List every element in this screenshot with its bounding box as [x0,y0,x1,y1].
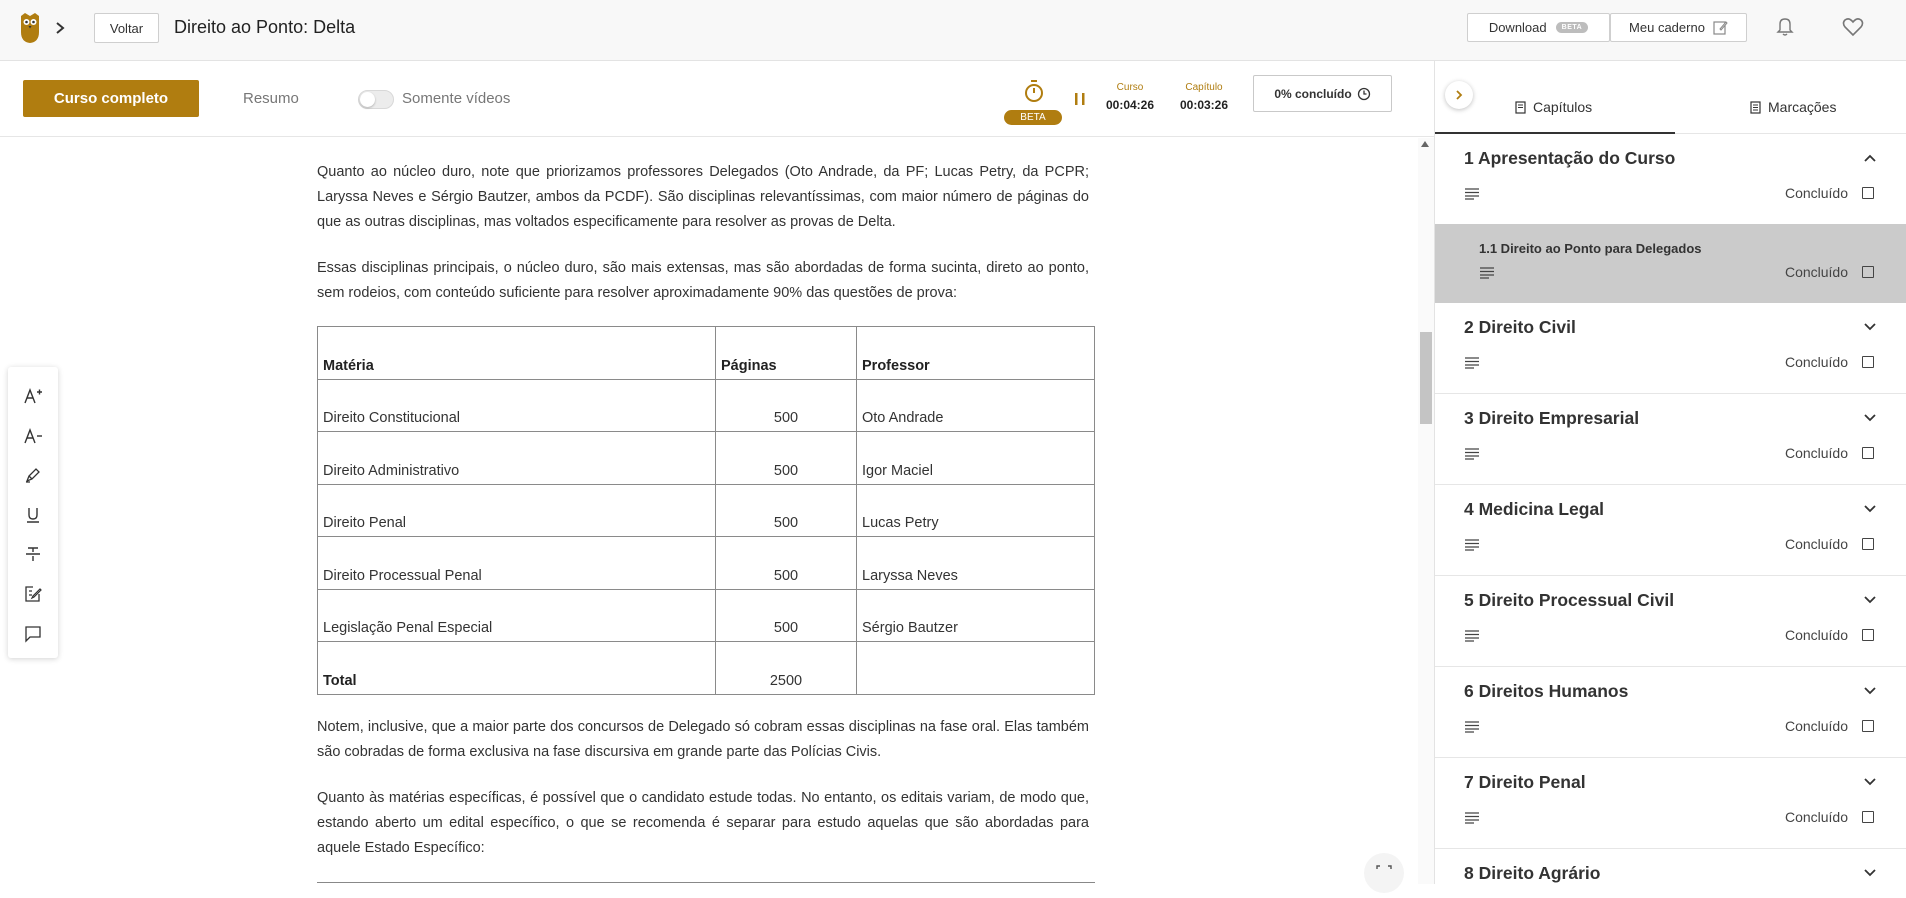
chevron-down-icon[interactable] [1863,595,1877,605]
done-label: Concluído [1784,809,1848,825]
download-button[interactable] [1467,13,1610,42]
done-checkbox[interactable] [1862,629,1874,641]
chapter-timer-value: 00:03:26 [1179,98,1229,112]
table-cell: 500 [716,379,857,432]
paragraph: Notem, inclusive, que a maior parte dos concursos de Delegado só cobram essas disciplinas na fase oral. Elas também são cobradas de forma exclusiva na fase discursiva em grande parte das Polícias Civis. [317,719,1089,760]
chapter-title: 1 Apresentação do Curso [1464,148,1676,168]
full-course-button[interactable]: Curso completo [23,80,199,117]
chevron-down-icon[interactable] [1863,413,1877,423]
table-header-cell: Matéria [318,327,716,380]
table-cell: Sérgio Bautzer [857,589,1095,642]
progress-label: 0% concluído [1274,86,1352,101]
underline-icon[interactable] [22,504,44,526]
notebook-button[interactable] [1610,13,1747,42]
fullscreen-button[interactable] [1364,853,1404,893]
stopwatch-icon[interactable] [1022,79,1046,103]
summary-tab[interactable]: Resumo [243,90,299,107]
chapter-item[interactable] [1435,303,1906,394]
expand-icon [1364,853,1404,893]
table-row [318,432,1095,485]
chapter-title: 2 Direito Civil [1464,317,1576,337]
chapter-timer [1174,82,1234,112]
chapter-item[interactable] [1435,667,1906,758]
tab-bookmarks-label: Marcações [1768,99,1837,115]
collapse-panel-button[interactable] [1445,81,1473,109]
reading-content[interactable] [0,138,1418,884]
strikethrough-icon[interactable] [22,543,44,565]
chapter-title: 4 Medicina Legal [1464,499,1605,519]
timer-beta-badge: BETA [1004,110,1062,125]
chevron-up-icon[interactable] [1863,153,1877,163]
tab-chapters-label: Capítulos [1533,99,1593,115]
table-top-border [317,882,1095,883]
chapter-title: 3 Direito Empresarial [1464,408,1640,428]
table-cell: Direito Processual Penal [318,537,716,590]
text-lines-icon [1465,721,1479,733]
text-lines-icon [1480,267,1494,279]
edit-icon [1713,20,1728,35]
done-checkbox[interactable] [1862,811,1874,823]
chapter-item[interactable] [1435,758,1906,849]
bookmark-list-icon [1750,101,1761,114]
text-lines-icon [1465,539,1479,551]
done-label: Concluído [1784,264,1848,280]
subchapter-title: 1.1 Direito ao Ponto para Delegados [1479,241,1702,256]
text-lines-icon [1465,357,1479,369]
heart-icon[interactable] [1842,17,1864,37]
chapter-item[interactable] [1435,485,1906,576]
chapter-title: 7 Direito Penal [1464,772,1586,792]
done-label: Concluído [1784,445,1848,461]
chevron-down-icon[interactable] [1863,504,1877,514]
done-checkbox[interactable] [1862,447,1874,459]
table-cell: Oto Andrade [857,379,1095,432]
highlighter-icon[interactable] [22,464,44,486]
done-label: Concluído [1784,354,1848,370]
tab-bookmarks[interactable] [1750,99,1836,115]
tab-chapters[interactable] [1515,99,1592,115]
chapter-item[interactable] [1435,134,1906,225]
videos-only-toggle[interactable] [358,90,394,109]
table-cell: Laryssa Neves [857,537,1095,590]
progress-button[interactable] [1253,75,1392,112]
table-cell: Lucas Petry [857,484,1095,537]
table-cell: 500 [716,484,857,537]
book-icon [1515,101,1526,114]
owl-logo-icon[interactable] [19,12,41,44]
pause-icon[interactable] [1074,92,1086,106]
table-row [318,484,1095,537]
beta-badge: BETA [1556,22,1589,33]
content-toolbar [0,61,1434,137]
chapter-title: 5 Direito Processual Civil [1464,590,1675,610]
clock-icon [1357,87,1371,101]
notebook-label: Meu caderno [1629,20,1705,35]
table-total-row [318,642,1095,695]
chapter-timer-label: Capítulo [1185,82,1223,93]
scroll-up-arrow[interactable] [1421,141,1429,147]
table-cell: Legislação Penal Especial [318,589,716,642]
table-cell: Direito Penal [318,484,716,537]
chapter-item[interactable] [1435,849,1906,884]
chapter-item[interactable] [1435,394,1906,485]
chevron-down-icon[interactable] [1863,686,1877,696]
table-row [318,379,1095,432]
done-checkbox[interactable] [1862,720,1874,732]
subchapter-item[interactable] [1435,224,1906,303]
table-cell: 500 [716,432,857,485]
table-cell [857,642,1095,695]
videos-only-label: Somente vídeos [402,90,511,107]
content-scrollbar[interactable] [1418,138,1434,884]
done-checkbox[interactable] [1862,266,1874,278]
table-header-cell: Professor [857,327,1095,380]
done-label: Concluído [1784,718,1848,734]
table-row [318,589,1095,642]
done-checkbox[interactable] [1862,187,1874,199]
annotation-toolbox [8,367,58,658]
text-lines-icon [1465,448,1479,460]
table-cell: Total [318,642,716,695]
done-label: Concluído [1784,627,1848,643]
course-timer-value: 00:04:26 [1105,98,1155,112]
text-lines-icon [1465,630,1479,642]
page-title: Direito ao Ponto: Delta [174,17,356,37]
table-header-row [318,327,1095,380]
table-cell: Igor Maciel [857,432,1095,485]
top-header [0,0,1906,61]
chevron-down-icon[interactable] [1863,322,1877,332]
chapter-title: 6 Direitos Humanos [1464,681,1629,701]
text-lines-icon [1465,812,1479,824]
chevron-down-icon[interactable] [1863,777,1877,787]
back-button[interactable]: Voltar [94,13,159,43]
done-label: Concluído [1784,536,1848,552]
chevron-down-icon[interactable] [1863,868,1877,878]
note-icon[interactable] [22,583,44,605]
chapters-panel [1434,61,1906,884]
chapter-item[interactable] [1435,576,1906,667]
table-cell: Direito Administrativo [318,432,716,485]
subjects-table [317,326,1095,695]
table-cell: Direito Constitucional [318,379,716,432]
done-label: Concluído [1784,185,1848,201]
table-cell: 2500 [716,642,857,695]
paragraph: Essas disciplinas principais, o núcleo duro, são mais extensas, mas são abordadas de forma sucinta, direto ao ponto, sem rodeios, com conteúdo suficiente para resolver aproximadamente 90% das questões de prova: [317,260,1089,301]
chevron-right-icon [1454,89,1464,101]
table-cell: 500 [716,589,857,642]
bell-icon[interactable] [1776,15,1794,37]
chapter-title: 8 Direito Agrário [1464,863,1601,883]
text-lines-icon [1465,188,1479,200]
course-timer-label: Curso [1116,82,1144,93]
download-label: Download [1488,20,1547,35]
table-row [318,537,1095,590]
done-checkbox[interactable] [1862,356,1874,368]
comment-icon[interactable] [22,623,44,645]
done-checkbox[interactable] [1862,538,1874,550]
paragraph: Quanto às matérias específicas, é possível que o candidato estude todas. No entanto, os editais variam, de modo que, estando aberto um edital específico, o que se recomenda é separar para estudo aquelas que são abordadas para aquele Estado Específico: [317,790,1089,856]
course-timer [1100,82,1160,112]
chevron-right-icon[interactable] [52,16,68,40]
table-header-cell: Páginas [716,327,857,380]
font-increase-icon[interactable] [22,385,44,407]
table-cell: 500 [716,537,857,590]
font-decrease-icon[interactable] [22,425,44,447]
paragraph: Quanto ao núcleo duro, note que priorizamos professores Delegados (Oto Andrade, da PF; Lucas Petry, da PCPR; Laryssa Neves e Sérgio Bautzer, ambos da PCDF). São disciplinas relevantíssimas, com maior número de páginas do que as outras disciplinas, mas voltados especificamente para resolver as provas de Delta. [317,164,1089,230]
scrollbar-thumb[interactable] [1420,332,1432,424]
